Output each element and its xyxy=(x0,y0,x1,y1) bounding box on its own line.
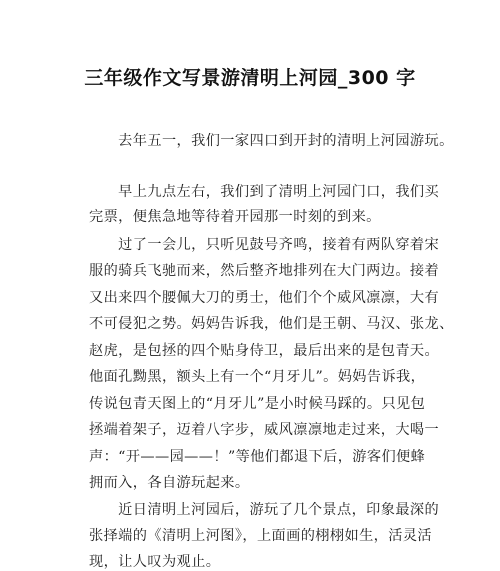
paragraph-line: 不可侵犯之势。妈妈告诉我，他们是王朝、马汉、张龙、 xyxy=(89,316,454,332)
paragraph-line: 去年五一，我们一家四口到开封的清明上河园游玩。 xyxy=(89,133,454,149)
paragraph-line: 声：“开——园——！”等他们都退下后，游客们便蜂 xyxy=(89,449,426,465)
document-title: 三年级作文写景游清明上河园_300 字 xyxy=(84,67,416,89)
paragraph-line: 传说包青天图上的“月牙儿”是小时候马踩的。只见包 xyxy=(89,396,426,412)
paragraph-line: 他面孔黝黑，额头上有一个“月牙儿”。妈妈告诉我， xyxy=(89,369,426,385)
paragraph-line: 近日清明上河园后，游玩了几个景点，印象最深的 xyxy=(89,502,440,518)
paragraph-line: 拥而入，各自游玩起来。 xyxy=(89,475,250,491)
paragraph-line: 拯端着架子，迈着八字步，威风凛凛地走过来，大喝一 xyxy=(89,422,440,438)
paragraph-line: 赵虎，是包拯的四个贴身侍卫，最后出来的是包青天。 xyxy=(89,343,440,359)
paragraph-line: 完票，便焦急地等待着开园那一时刻的到来。 xyxy=(89,209,381,225)
paragraph-line: 现，让人叹为观止。 xyxy=(89,554,221,570)
paragraph-line: 早上九点左右，我们到了清明上河园门口，我们买 xyxy=(89,184,440,200)
paragraph-line: 过了一会儿，只听见鼓号齐鸣，接着有两队穿着宋 xyxy=(89,237,440,253)
paragraph-line: 张择端的《清明上河图》，上面画的栩栩如生，活灵活 xyxy=(89,528,433,544)
paragraph-line: 服的骑兵飞驰而来，然后整齐地排列在大门两边。接着 xyxy=(89,263,440,279)
paragraph-line: 又出来四个腰佩大刀的勇士，他们个个威风凛凛，大有 xyxy=(89,290,440,306)
